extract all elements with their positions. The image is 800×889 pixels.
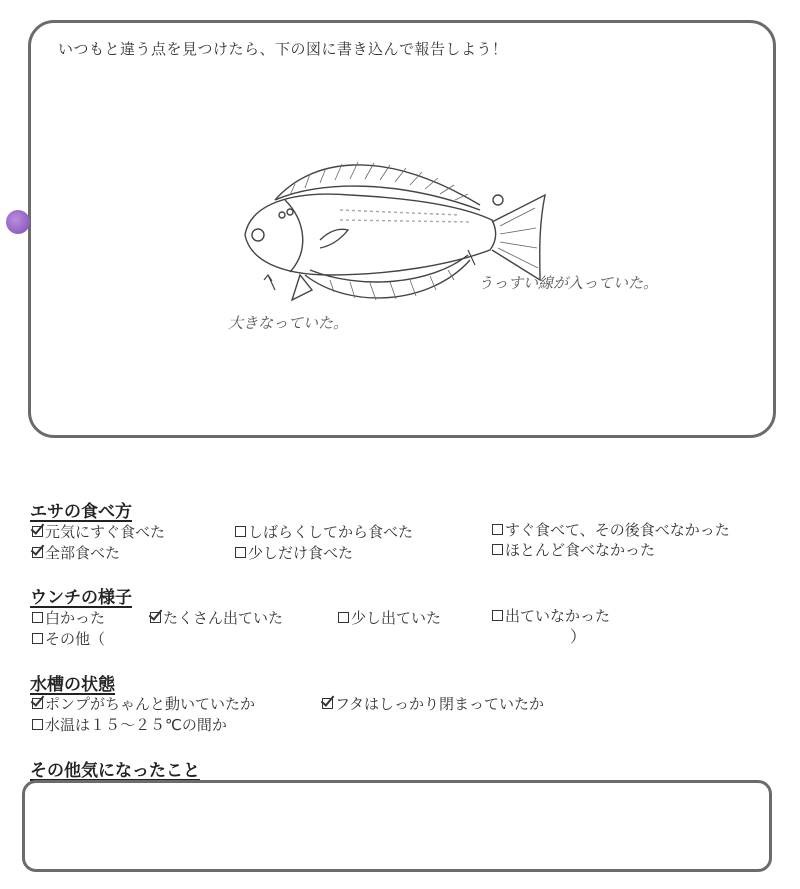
checkbox-checked[interactable] [150,612,161,623]
tank-option[interactable]: フタはしっかり閉まっていたか [322,693,544,714]
feeding-title: エサの食べ方 [30,502,132,522]
tank-option[interactable]: ポンプがちゃんと動いていたか [32,693,255,714]
fish-note-right: うっすい線が入っていた。 [478,274,659,292]
droppings-title: ウンチの様子 [30,588,132,608]
checkbox[interactable] [492,610,503,621]
tank-title: 水槽の状態 [30,675,115,695]
fish-note-left: 大きなっていた。 [228,314,349,332]
tank-option[interactable]: 水温は１５～２５℃の間か [32,714,227,735]
checkbox[interactable] [235,547,246,558]
checkbox[interactable] [32,633,43,644]
checkbox[interactable] [32,719,43,730]
other-close-paren: ） [570,627,587,646]
binder-hole [6,210,30,234]
droppings-option-other[interactable]: その他（ [32,628,105,649]
other-notes-field[interactable] [22,780,772,872]
checkbox-checked[interactable] [32,698,43,709]
checkbox-checked[interactable] [32,547,43,558]
checkbox-checked[interactable] [322,698,333,709]
checkbox-checked[interactable] [32,526,43,537]
droppings-option[interactable]: たくさん出ていた [150,607,283,628]
droppings-option[interactable]: 少し出ていた [338,607,441,628]
feeding-option[interactable]: 元気にすぐ食べた [32,521,165,542]
other-title: その他気になったこと [30,761,200,781]
feeding-option[interactable]: 少しだけ食べた [235,542,353,563]
checkbox[interactable] [338,612,349,623]
feeding-option[interactable]: すぐ食べて、その後食べなかった [492,519,730,540]
checkbox[interactable] [492,524,503,535]
droppings-option[interactable]: 出ていなかった [492,605,610,626]
instruction-text: いつもと違う点を見つけたら、下の図に書き込んで報告しよう！ [58,40,508,58]
checkbox[interactable] [32,612,43,623]
feeding-option[interactable]: ほとんど食べなかった [492,539,655,560]
feeding-option[interactable]: しばらくしてから食べた [235,521,413,542]
feeding-option[interactable]: 全部食べた [32,542,120,563]
checkbox[interactable] [492,544,503,555]
checkbox[interactable] [235,526,246,537]
droppings-option[interactable]: 白かった [32,607,105,628]
